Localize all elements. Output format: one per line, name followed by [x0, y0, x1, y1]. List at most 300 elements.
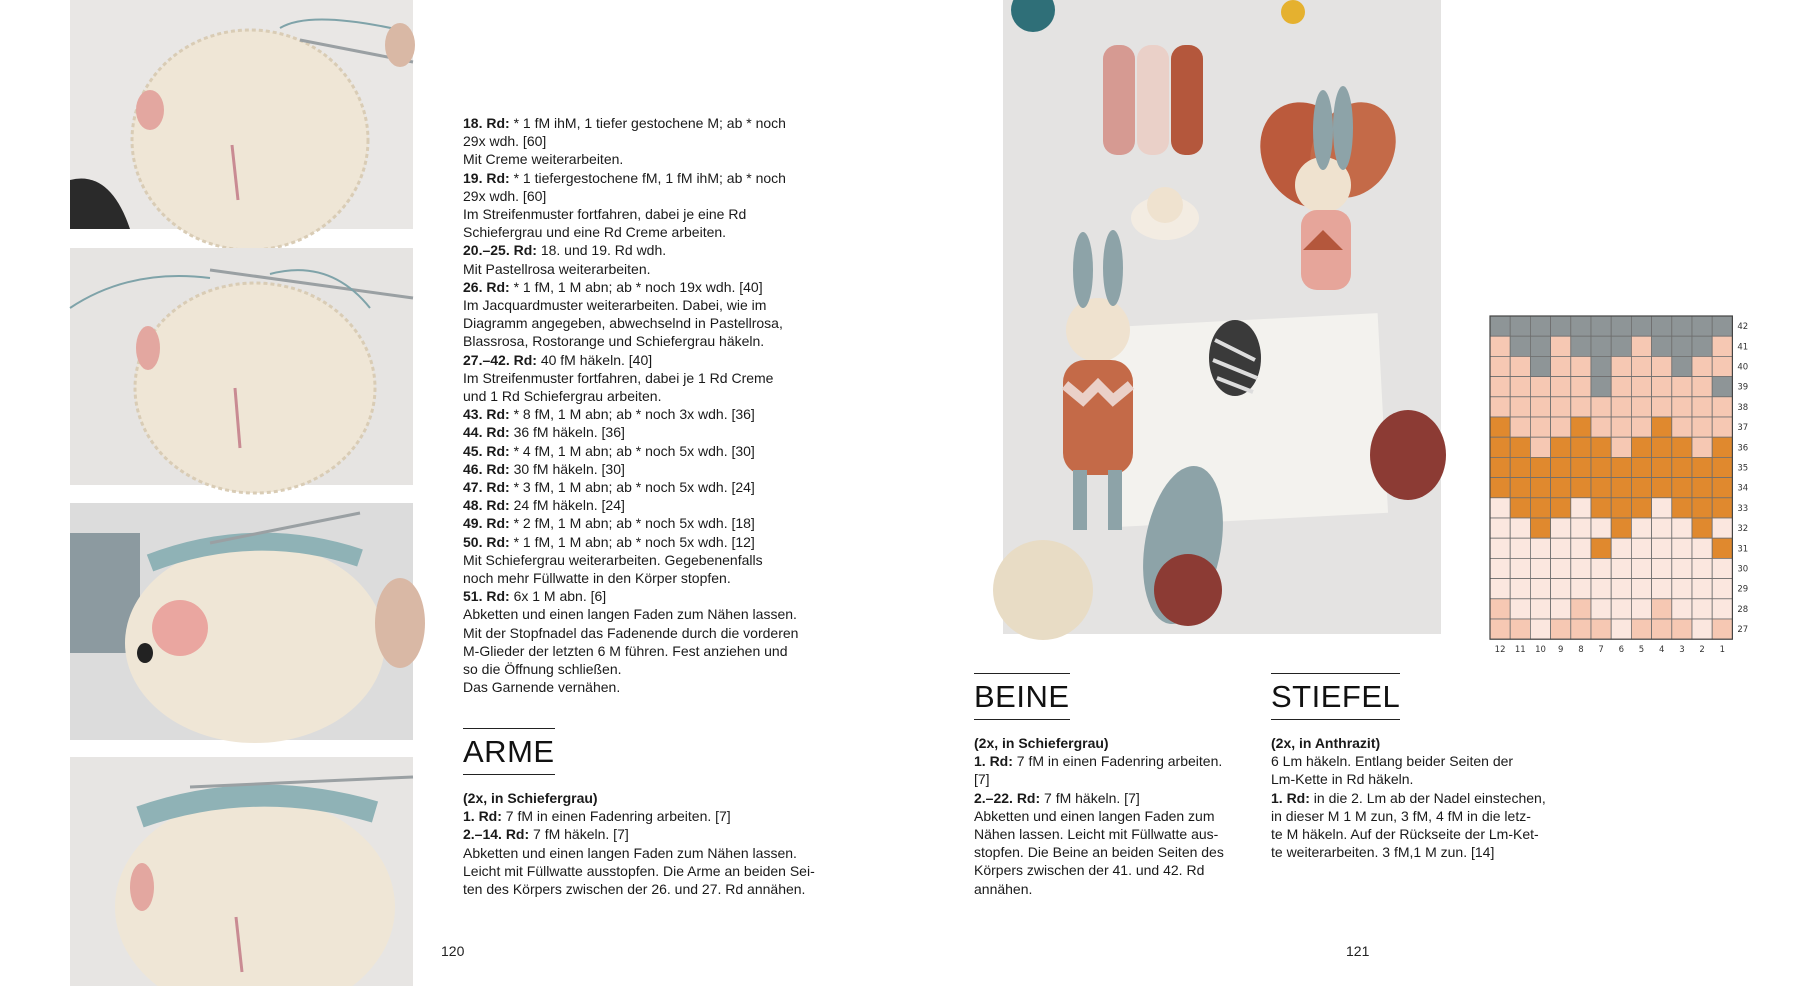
column-label: 2	[1699, 645, 1705, 656]
instruction-text: und 1 Rd Schiefergrau arbeiten.	[463, 388, 662, 405]
chart-cell	[1530, 498, 1550, 518]
chart-cell	[1490, 538, 1510, 558]
instruction-line	[463, 205, 798, 223]
chart-cell	[1652, 316, 1672, 336]
instruction-line	[463, 460, 798, 478]
stiefel-instructions	[1271, 734, 1546, 861]
round-label: 43. Rd:	[463, 406, 510, 423]
instruction-text: Lm-Kette in Rd häkeln.	[1271, 771, 1414, 788]
chart-cell	[1631, 437, 1651, 457]
chart-cell	[1611, 498, 1631, 518]
chart-cell	[1631, 558, 1651, 578]
instruction-text: * 1 fM, 1 M abn; ab * noch 5x wdh. [12]	[509, 533, 755, 550]
chart-cell	[1591, 417, 1611, 437]
chart-cell	[1510, 558, 1530, 578]
instruction-text: so die Öffnung schließen.	[463, 661, 622, 678]
chart-cell	[1551, 356, 1571, 376]
chart-cell	[1571, 417, 1591, 437]
chart-cell	[1530, 518, 1550, 538]
chart-cell	[1611, 437, 1631, 457]
beine-heading: BEINE	[974, 673, 1070, 720]
chart-cell	[1631, 599, 1651, 619]
chart-cell	[1611, 397, 1631, 417]
chart-cell	[1672, 397, 1692, 417]
chart-cell	[1712, 417, 1732, 437]
round-label: 20.–25. Rd:	[463, 242, 537, 259]
chart-cell	[1611, 336, 1631, 356]
chart-cell	[1591, 599, 1611, 619]
chart-cell	[1652, 619, 1672, 639]
chart-cell	[1611, 538, 1631, 558]
chart-cell	[1591, 538, 1611, 558]
chart-cell	[1611, 619, 1631, 639]
instruction-text: 7 fM in einen Fadenring arbeiten.	[1012, 753, 1223, 770]
chart-cell	[1692, 437, 1712, 457]
chart-cell	[1490, 498, 1510, 518]
chart-cell	[1652, 356, 1672, 376]
row-label: 36	[1737, 443, 1749, 454]
chart-cell	[1692, 397, 1712, 417]
chart-cell	[1530, 558, 1550, 578]
chart-cell	[1510, 397, 1530, 417]
chart-cell	[1571, 619, 1591, 639]
chart-cell	[1652, 457, 1672, 477]
chart-cell	[1551, 478, 1571, 498]
chart-cell	[1672, 316, 1692, 336]
chart-cell	[1530, 619, 1550, 639]
instruction-line	[463, 114, 798, 132]
instruction-line	[463, 587, 798, 605]
instruction-text: * 1 fM, 1 M abn; ab * noch 19x wdh. [40]	[509, 278, 763, 295]
instruction-line	[974, 789, 1224, 807]
chart-cell	[1551, 377, 1571, 397]
instruction-text: in dieser M 1 M zun, 3 fM, 4 fM in die letz-	[1271, 807, 1531, 824]
instruction-line	[463, 789, 815, 807]
chart-cell	[1591, 397, 1611, 417]
round-label: 47. Rd:	[463, 479, 510, 496]
chart-cell	[1530, 538, 1550, 558]
chart-cell	[1591, 518, 1611, 538]
instruction-text: M-Glieder der letzten 6 M führen. Fest anziehen und	[463, 642, 788, 659]
chart-cell	[1672, 336, 1692, 356]
chart-cell	[1510, 457, 1530, 477]
chart-cell	[1530, 316, 1550, 336]
round-label: 2.–22. Rd:	[974, 789, 1041, 806]
instruction-line	[463, 880, 815, 898]
chart-cell	[1712, 518, 1732, 538]
row-label: 38	[1737, 402, 1749, 413]
chart-cell	[1631, 619, 1651, 639]
chart-cell	[1611, 457, 1631, 477]
row-label: 37	[1737, 423, 1749, 434]
instruction-line	[463, 442, 798, 460]
chart-cell	[1672, 498, 1692, 518]
chart-cell	[1510, 437, 1530, 457]
column-label: 5	[1638, 645, 1645, 656]
chart-cell	[1631, 336, 1651, 356]
chart-cell	[1530, 457, 1550, 477]
instruction-line	[974, 770, 1224, 788]
chart-cell	[1551, 316, 1571, 336]
chart-cell	[1611, 518, 1631, 538]
chart-cell	[1672, 538, 1692, 558]
instruction-text: * 2 fM, 1 M abn; ab * noch 5x wdh. [18]	[509, 515, 755, 532]
chart-cell	[1571, 538, 1591, 558]
round-label: 27.–42. Rd:	[463, 351, 537, 368]
page-number-right: 121	[1346, 943, 1370, 959]
column-label: 12	[1494, 645, 1506, 656]
chart-cell	[1571, 579, 1591, 599]
round-label: 46. Rd:	[463, 460, 510, 477]
chart-cell	[1631, 356, 1651, 376]
instruction-text: 24 fM häkeln. [24]	[509, 497, 625, 514]
instruction-text: 7 fM in einen Fadenring arbeiten. [7]	[501, 808, 731, 825]
chart-cell	[1490, 478, 1510, 498]
chart-cell	[1551, 518, 1571, 538]
chart-cell	[1672, 579, 1692, 599]
chart-cell	[1510, 336, 1530, 356]
instruction-text: Blassrosa, Rostorange und Schiefergrau häkeln.	[463, 333, 765, 350]
chart-cell	[1712, 558, 1732, 578]
row-label: 33	[1737, 503, 1749, 514]
beine-instructions	[974, 734, 1224, 898]
step-photo-4	[70, 757, 413, 986]
instruction-line	[463, 496, 798, 514]
step-photo-2	[70, 248, 413, 485]
instruction-text: 7 fM häkeln. [7]	[529, 826, 629, 843]
chart-cell	[1490, 316, 1510, 336]
chart-cell	[1571, 356, 1591, 376]
chart-cell	[1591, 579, 1611, 599]
row-label: 41	[1737, 342, 1749, 353]
chart-cell	[1510, 619, 1530, 639]
instruction-text: stopfen. Die Beine an beiden Seiten des	[974, 844, 1224, 861]
instruction-text: 6x 1 M abn. [6]	[509, 588, 607, 605]
chart-cell	[1551, 579, 1571, 599]
round-label: 1. Rd:	[463, 808, 502, 825]
chart-cell	[1652, 377, 1672, 397]
column-label: 4	[1658, 645, 1665, 656]
chart-cell	[1490, 558, 1510, 578]
column-label: 3	[1679, 645, 1685, 656]
chart-cell	[1490, 356, 1510, 376]
chart-cell	[1631, 478, 1651, 498]
round-label: 18. Rd:	[463, 115, 510, 131]
instruction-line	[974, 752, 1224, 770]
chart-cell	[1611, 599, 1631, 619]
instruction-line	[463, 642, 798, 660]
arme-heading: ARME	[463, 728, 555, 775]
chart-cell	[1611, 417, 1631, 437]
chart-cell	[1631, 498, 1651, 518]
chart-cell	[1712, 336, 1732, 356]
chart-cell	[1571, 498, 1591, 518]
instruction-text: Mit Creme weiterarbeiten.	[463, 151, 624, 168]
row-label: 35	[1737, 463, 1749, 474]
chart-cell	[1652, 518, 1672, 538]
instruction-line	[463, 296, 798, 314]
chart-cell	[1551, 397, 1571, 417]
round-label: 48. Rd:	[463, 497, 510, 514]
instruction-text: 30 fM häkeln. [30]	[509, 460, 625, 477]
chart-cell	[1692, 336, 1712, 356]
chart-cell	[1672, 377, 1692, 397]
chart-cell	[1591, 558, 1611, 578]
instruction-line	[1271, 734, 1546, 752]
chart-cell	[1672, 478, 1692, 498]
instruction-line	[463, 478, 798, 496]
instruction-text: Mit Pastellrosa weiterarbeiten.	[463, 260, 651, 277]
chart-cell	[1551, 538, 1571, 558]
instruction-line	[1271, 770, 1546, 788]
chart-cell	[1672, 457, 1692, 477]
chart-cell	[1652, 417, 1672, 437]
chart-cell	[1591, 316, 1611, 336]
chart-cell	[1490, 417, 1510, 437]
chart-cell	[1510, 417, 1530, 437]
chart-cell	[1571, 316, 1591, 336]
chart-cell	[1672, 619, 1692, 639]
chart-cell	[1510, 498, 1530, 518]
round-label: 44. Rd:	[463, 424, 510, 441]
chart-cell	[1490, 599, 1510, 619]
chart-cell	[1611, 558, 1631, 578]
chart-cell	[1692, 316, 1712, 336]
amigurumi-photo	[1003, 0, 1441, 634]
chart-cell	[1571, 437, 1591, 457]
chart-cell	[1631, 579, 1651, 599]
chart-cell	[1631, 538, 1651, 558]
round-label: 1. Rd:	[974, 753, 1013, 770]
row-label: 27	[1737, 625, 1749, 636]
instruction-text: 40 fM häkeln. [40]	[536, 351, 653, 368]
instruction-text: 6 Lm häkeln. Entlang beider Seiten der	[1271, 753, 1514, 770]
row-label: 32	[1737, 524, 1749, 535]
column-label: 1	[1719, 645, 1726, 656]
chart-cell	[1591, 437, 1611, 457]
chart-cell	[1571, 377, 1591, 397]
chart-cell	[1712, 377, 1732, 397]
chart-cell	[1591, 377, 1611, 397]
round-label: (2x, in Schiefergrau)	[463, 790, 598, 806]
page-number-left: 120	[441, 943, 465, 959]
chart-cell	[1490, 619, 1510, 639]
chart-cell	[1510, 377, 1530, 397]
row-label: 28	[1737, 604, 1749, 615]
chart-cell	[1591, 478, 1611, 498]
chart-cell	[1611, 478, 1631, 498]
instruction-text: * 1 tiefergestochene fM, 1 fM ihM; ab * noch	[509, 169, 786, 186]
instruction-line	[463, 369, 798, 387]
chart-cell	[1551, 457, 1571, 477]
chart-cell	[1712, 579, 1732, 599]
instruction-text: Diagramm angegeben, abwechselnd in Pastellrosa,	[463, 315, 783, 332]
stiefel-heading: STIEFEL	[1271, 673, 1400, 720]
column-label: 10	[1535, 645, 1546, 656]
round-label: 51. Rd:	[463, 588, 510, 605]
chart-cell	[1652, 478, 1672, 498]
chart-cell	[1490, 579, 1510, 599]
instruction-text: * 1 fM ihM, 1 tiefer gestochene M; ab * noch	[509, 115, 786, 131]
jacquard-chart-svg	[1480, 316, 1750, 656]
chart-cell	[1692, 478, 1712, 498]
chart-cell	[1510, 599, 1530, 619]
chart-cell	[1712, 356, 1732, 376]
instruction-line	[463, 241, 798, 259]
instruction-line	[463, 260, 798, 278]
chart-cell	[1530, 478, 1550, 498]
instruction-line	[463, 551, 798, 569]
chart-cell	[1571, 478, 1591, 498]
instruction-text: Körpers zwischen der 41. und 42. Rd	[974, 862, 1205, 879]
instruction-line	[463, 569, 798, 587]
chart-cell	[1591, 356, 1611, 376]
chart-cell	[1490, 397, 1510, 417]
instruction-line	[463, 278, 798, 296]
instruction-line	[463, 150, 798, 168]
instruction-line	[463, 223, 798, 241]
chart-cell	[1692, 579, 1712, 599]
instruction-text: 18. und 19. Rd wdh.	[536, 242, 667, 259]
round-label: 26. Rd:	[463, 278, 510, 295]
chart-cell	[1631, 377, 1651, 397]
chart-cell	[1591, 457, 1611, 477]
instruction-line	[974, 807, 1224, 825]
chart-cell	[1712, 457, 1732, 477]
instruction-line	[463, 807, 815, 825]
round-label: 50. Rd:	[463, 533, 510, 550]
column-label: 11	[1514, 645, 1526, 656]
instruction-line	[463, 314, 798, 332]
chart-cell	[1591, 498, 1611, 518]
row-label: 30	[1737, 564, 1749, 575]
instruction-text: * 8 fM, 1 M abn; ab * noch 3x wdh. [36]	[509, 406, 755, 423]
chart-cell	[1712, 437, 1732, 457]
round-label: 2.–14. Rd:	[463, 826, 530, 843]
chart-cell	[1611, 316, 1631, 336]
chart-cell	[1692, 518, 1712, 538]
instruction-text: Im Jacquardmuster weiterarbeiten. Dabei, wie im	[463, 297, 767, 314]
instruction-line	[974, 825, 1224, 843]
chart-cell	[1712, 316, 1732, 336]
instruction-line	[974, 880, 1224, 898]
row-label: 42	[1737, 322, 1749, 333]
chart-cell	[1551, 336, 1571, 356]
chart-cell	[1510, 316, 1530, 336]
chart-cell	[1551, 417, 1571, 437]
chart-cell	[1551, 599, 1571, 619]
chart-cell	[1672, 518, 1692, 538]
instruction-line	[463, 624, 798, 642]
instruction-text: Mit Schiefergrau weiterarbeiten. Gegebenenfalls	[463, 551, 763, 568]
chart-cell	[1530, 356, 1550, 376]
chart-cell	[1672, 417, 1692, 437]
round-label: 19. Rd:	[463, 169, 510, 186]
instruction-text: Abketten und einen langen Faden zum Nähen lassen.	[463, 606, 797, 623]
chart-cell	[1611, 579, 1631, 599]
chart-cell	[1692, 599, 1712, 619]
instruction-text: * 4 fM, 1 M abn; ab * noch 5x wdh. [30]	[509, 442, 755, 459]
chart-cell	[1631, 316, 1651, 336]
round-label: (2x, in Anthrazit)	[1271, 735, 1381, 751]
chart-cell	[1692, 538, 1712, 558]
round-label: 45. Rd:	[463, 442, 510, 459]
chart-cell	[1652, 397, 1672, 417]
chart-cell	[1652, 579, 1672, 599]
instruction-text: * 3 fM, 1 M abn; ab * noch 5x wdh. [24]	[509, 479, 755, 496]
chart-cell	[1510, 518, 1530, 538]
instruction-line	[1271, 843, 1546, 861]
instruction-line	[463, 678, 798, 696]
chart-cell	[1571, 457, 1591, 477]
column-label: 6	[1618, 645, 1625, 656]
column-label: 7	[1598, 645, 1604, 656]
chart-cell	[1551, 619, 1571, 639]
instruction-text: Schiefergrau und eine Rd Creme arbeiten.	[463, 224, 727, 241]
chart-cell	[1591, 336, 1611, 356]
chart-cell	[1530, 397, 1550, 417]
chart-cell	[1712, 538, 1732, 558]
chart-cell	[1571, 397, 1591, 417]
instruction-line	[463, 351, 798, 369]
chart-cell	[1530, 336, 1550, 356]
chart-cell	[1510, 538, 1530, 558]
pattern-instructions	[463, 114, 798, 697]
column-label: 9	[1557, 645, 1564, 656]
instruction-text: te M häkeln. Auf der Rückseite der Lm-Ket-	[1271, 826, 1539, 843]
chart-cell	[1510, 356, 1530, 376]
column-label: 8	[1578, 645, 1584, 656]
instruction-text: te weiterarbeiten. 3 fM,1 M zun. [14]	[1271, 844, 1495, 861]
round-label: 49. Rd:	[463, 515, 510, 532]
chart-cell	[1631, 518, 1651, 538]
instruction-text: 7 fM häkeln. [7]	[1040, 789, 1140, 806]
instruction-text: noch mehr Füllwatte in den Körper stopfen.	[463, 570, 731, 587]
chart-cell	[1692, 619, 1712, 639]
chart-cell	[1631, 457, 1651, 477]
chart-cell	[1712, 498, 1732, 518]
round-label: 1. Rd:	[1271, 789, 1310, 806]
chart-cell	[1692, 417, 1712, 437]
chart-cell	[1591, 619, 1611, 639]
instruction-text: Das Garnende vernähen.	[463, 679, 621, 696]
chart-cell	[1571, 599, 1591, 619]
instruction-line	[463, 844, 815, 862]
chart-cell	[1530, 377, 1550, 397]
chart-cell	[1631, 397, 1651, 417]
chart-cell	[1551, 498, 1571, 518]
instruction-text: 29x wdh. [60]	[463, 133, 547, 150]
chart-cell	[1692, 558, 1712, 578]
chart-cell	[1510, 478, 1530, 498]
instruction-line	[463, 187, 798, 205]
instruction-line	[463, 533, 798, 551]
instruction-line	[463, 387, 798, 405]
chart-cell	[1530, 579, 1550, 599]
instruction-text: 36 fM häkeln. [36]	[509, 424, 625, 441]
instruction-text: [7]	[974, 771, 990, 788]
row-label: 29	[1737, 584, 1749, 595]
instruction-line	[1271, 789, 1546, 807]
instruction-text: 29x wdh. [60]	[463, 187, 547, 204]
chart-cell	[1672, 356, 1692, 376]
chart-cell	[1712, 619, 1732, 639]
chart-cell	[1490, 377, 1510, 397]
instruction-line	[463, 862, 815, 880]
instruction-line	[463, 405, 798, 423]
instruction-text: Abketten und einen langen Faden zum	[974, 807, 1215, 824]
instruction-line	[463, 514, 798, 532]
